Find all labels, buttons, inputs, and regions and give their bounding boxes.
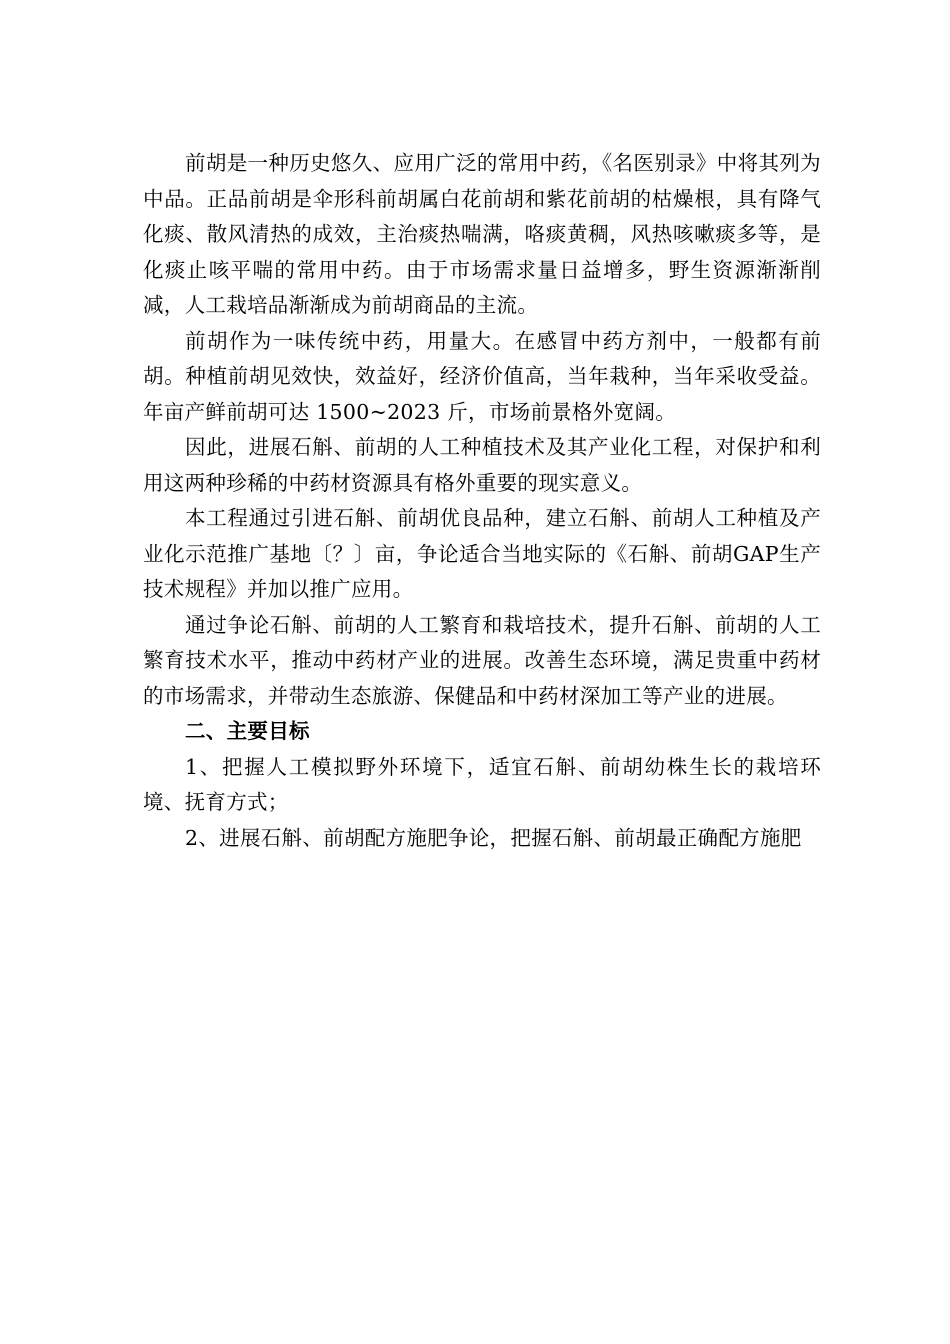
paragraph-project-plan: 本工程通过引进石斛、前胡优良品种，建立石斛、前胡人工种植及产业化示范推广基地〔？〕亩，争论适合当地实际的《石斛、前胡GAP生产技术规程》并加以推广应用。 [143, 506, 821, 601]
goal-item-1: 1、把握人工模拟野外环境下，适宜石斛、前胡幼株生长的栽培环境、抚育方式； [143, 754, 821, 814]
goal-item-2: 2、进展石斛、前胡配方施肥争论，把握石斛、前胡最正确配方施肥 [185, 825, 802, 850]
paragraph-qianhu-intro: 前胡是一种历史悠久、应用广泛的常用中药，《名医别录》中将其列为中品。正品前胡是伞形科前胡属白花前胡和紫花前胡的枯燥根，具有降气化痰、散风清热的成效，主治痰热喘满，咯痰黄稠，风热咳嗽痰多等，是化痰止咳平喘的常用中药。由于市场需求量日益增多，野生资源渐渐削减，人工栽培品渐渐成为前胡商品的主流。 [143, 151, 821, 317]
document-body [143, 146, 821, 856]
paragraph-qianhu-value: 前胡作为一味传统中药，用量大。在感冒中药方剂中，一般都有前胡。种植前胡见效快，效益好，经济价值高，当年栽种，当年采收受益。年亩产鲜前胡可达 1500~2023 斤，市场前景格外宽阔。 [143, 328, 821, 424]
paragraph-significance: 因此，进展石斛、前胡的人工种植技术及其产业化工程，对保护和利用这两种珍稀的中药材资源具有格外重要的现实意义。 [143, 435, 821, 495]
paragraph-project-benefits: 通过争论石斛、前胡的人工繁育和栽培技术，提升石斛、前胡的人工繁育技术水平，推动中药材产业的进展。改善生态环境，满足贵重中药材的市场需求，并带动生态旅游、保健品和中药材深加工等产业的进展。 [143, 612, 821, 708]
section-heading-main-goals: 二、主要目标 [185, 719, 310, 743]
